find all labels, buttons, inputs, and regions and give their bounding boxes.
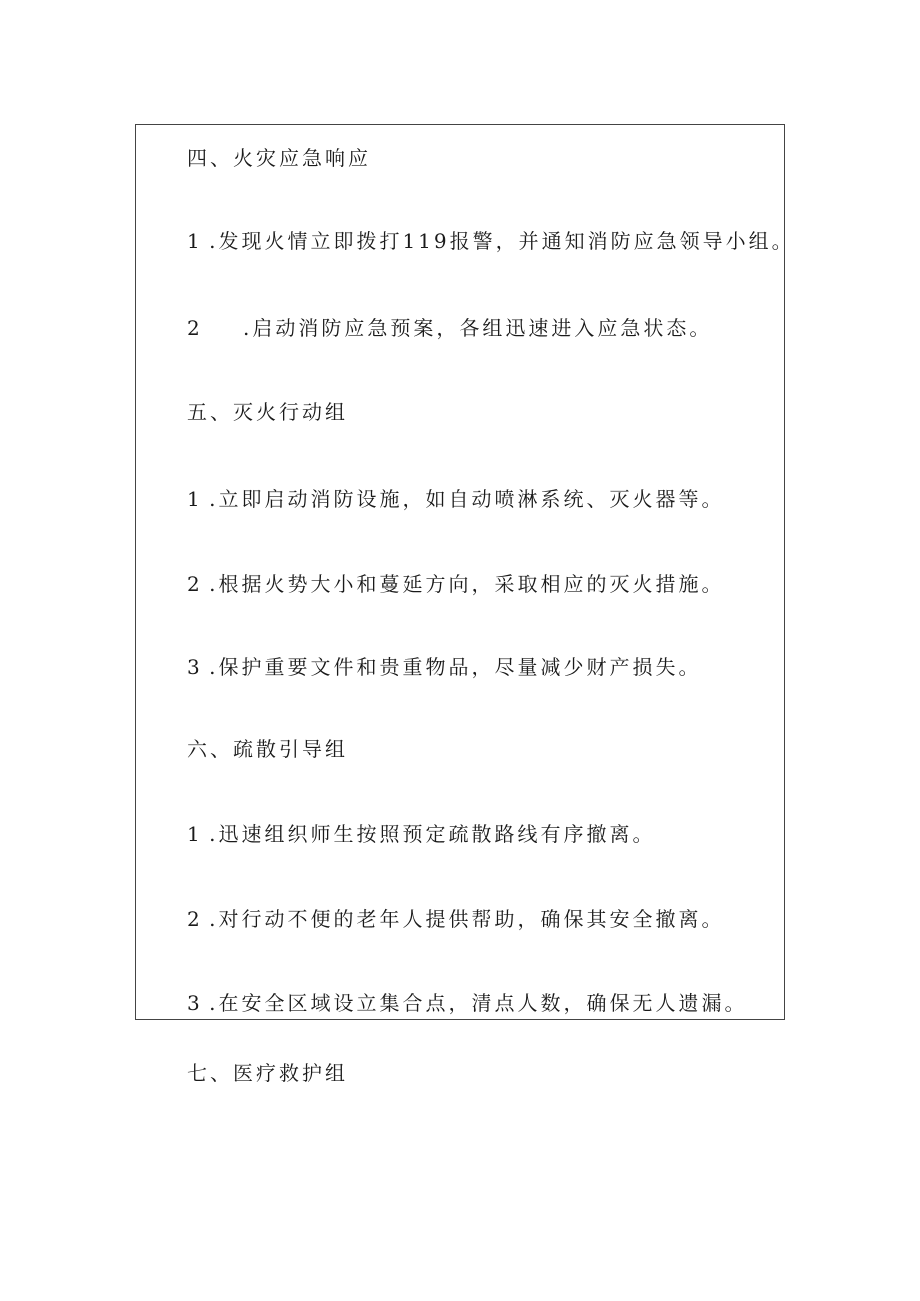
- item-text: .发现火情立即拨打119报警，并通知消防应急领导小组。: [209, 229, 795, 253]
- item-number: 3: [187, 991, 200, 1015]
- item-number: 1: [187, 822, 200, 846]
- item-number: 2: [187, 572, 200, 596]
- item-text: .根据火势大小和蔓延方向，采取相应的灭火措施。: [209, 572, 725, 596]
- list-item: [187, 655, 701, 679]
- item-text: .迅速组织师生按照预定疏散路线有序撤离。: [209, 822, 656, 846]
- list-item: [187, 316, 712, 340]
- item-number: 2: [187, 907, 200, 931]
- section-heading: 七、医疗救护组: [187, 1061, 348, 1085]
- section-heading: 六、疏散引导组: [187, 737, 348, 761]
- list-item: [187, 991, 747, 1015]
- item-number: 3: [187, 655, 200, 679]
- list-item: [187, 487, 724, 511]
- item-text: .立即启动消防设施，如自动喷淋系统、灭火器等。: [209, 487, 725, 511]
- item-text: .在安全区域设立集合点，清点人数，确保无人遗漏。: [209, 991, 748, 1015]
- item-number: 1: [187, 487, 200, 511]
- item-number: 2: [187, 316, 200, 340]
- item-text: .保护重要文件和贵重物品，尽量减少财产损失。: [209, 655, 702, 679]
- list-item: [187, 907, 724, 931]
- list-item: [187, 229, 795, 253]
- item-text: .对行动不便的老年人提供帮助，确保其安全撤离。: [209, 907, 725, 931]
- list-item: [187, 572, 724, 596]
- item-text: .启动消防应急预案，各组迅速进入应急状态。: [243, 316, 713, 340]
- item-number: 1: [187, 229, 200, 253]
- list-item: [187, 822, 655, 846]
- section-heading: 五、灭火行动组: [187, 400, 348, 424]
- section-heading: 四、火灾应急响应: [187, 146, 371, 170]
